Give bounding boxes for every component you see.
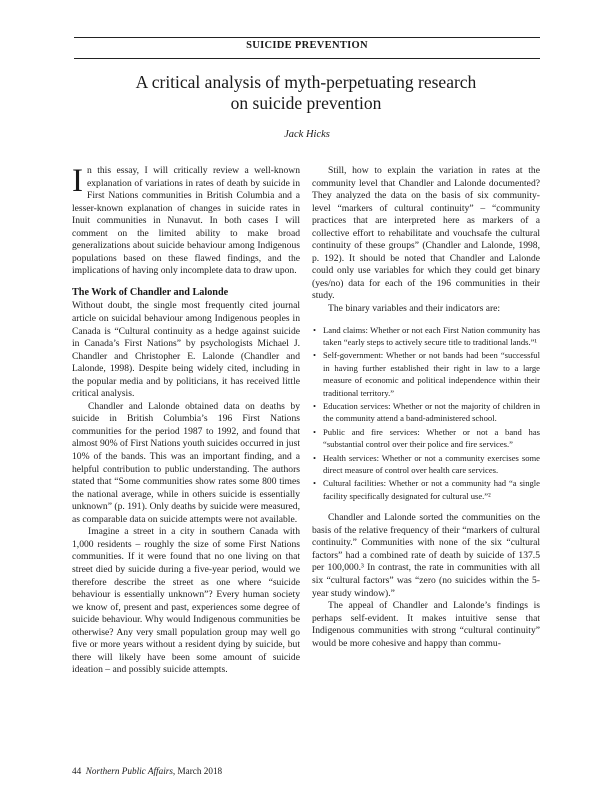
list-item [312,477,540,502]
issue-date: , March 2018 [172,766,223,776]
page-footer [72,766,222,776]
left-column [72,165,300,677]
header-bottom-rule [74,58,540,59]
body-paragraph: Still, how to explain the variation in rates at the community level that Chandler and Lalonde documented? They analyzed the data on the basis of six community-level “markers of cultural continuity” – “community practices that are interpreted here as markers of a collective effort to rehabilitate and vouchsafe the cultural continuity of these groups” (Chandler and Lalonde, 1998, p. 192). It should be noted that Chandler and Lalonde could only use variables for which they could get binary (yes/no) data for each of the 196 communities in their study. [312,165,540,302]
list-item-text: Public and fire services: Whether or not a band has “substantial control over their police and fire services.” [323,426,540,450]
body-paragraph: Chandler and Lalonde obtained data on deaths by suicide in British Columbia’s 196 First Nations communities for the period 1987 to 1992, and found that almost 90% of First Nations youth suicides occurred in just 10% of the bands. This was an important finding, and a helpful contribution to public understanding. The authors stated that “Some communities show rates some 800 times the national average, while in others suicide is essentially unknown” (p. 191). Only deaths by suicide were measured, as comparable data on suicide attempts were not available. [72,400,300,525]
list-item [312,400,540,425]
body-paragraph: Imagine a street in a city in southern Canada with 1,000 residents – roughly the size of some First Nations communities. If it were found that no one living on that street died by suicide during a five-year period, would we therefore describe the street as one where “suicide behaviour is essentially unknown”? Every human society we know of, present and past, experiences some degree of suicide behaviour. Why would Indigenous communities be otherwise? Any very small population group may well go five or more years without a resident dying by suicide, but there will likely have been some amount of suicide ideation – and possibly suicide attempts. [72,526,300,676]
bullet-icon: • [313,324,317,335]
list-item [312,324,540,349]
list-item-text: Land claims: Whether or not each First Nation community has taken “early steps to actively secure title to traditional lands.”¹ [323,324,540,347]
page-number: 44 [72,766,82,776]
list-item-text: Education services: Whether or not the majority of children in the community attend a band-administered school. [323,401,540,424]
body-paragraph: The binary variables and their indicators are: [328,303,501,315]
section-heading: The Work of Chandler and Lalonde [72,286,229,298]
article-title [90,72,522,114]
list-item [312,452,540,477]
bullet-icon: • [313,426,317,437]
header-top-rule [74,37,540,38]
intro-paragraph [72,165,300,278]
list-item [312,426,540,451]
section-label: SUICIDE PREVENTION [246,40,368,51]
list-item [312,349,540,399]
article-author: Jack Hicks [284,129,330,140]
article-title-line-1: A critical analysis of myth-perpetuating research [135,72,477,92]
publication-name: Northern Public Affairs [85,766,173,776]
indicator-list [312,324,540,503]
list-item-text: Self-government: Whether or not bands had been “successful in having further established their right in law to a large measure of economic and political independence within their traditional territory.” [323,350,540,398]
drop-cap: I [72,163,83,199]
intro-text: n this essay, I will critically review a well-known explanation of variations in rates of death by suicide in First Nations communities in British Columbia and a lesser-known explanation of changes in suicide rates in Inuit communities in Nunavut. In both cases I will comment on the limited ability to make broad generalizations about suicide behaviour among Indigenous populations based on these flawed findings, and the implications of having only incomplete data to draw upon. [72,165,300,277]
right-column [312,165,540,650]
body-paragraph: Chandler and Lalonde sorted the communities on the basis of the relative frequency of their “markers of cultural continuity.” Communities with none of the six “cultural factors” had a combined rate of death by suicide of 137.5 per 100,000.³ In contrast, the rate in communities with all six “cultural factors” was “zero (no suicides within the 5-year study window).” [312,512,540,599]
body-paragraph: The appeal of Chandler and Lalonde’s findings is perhaps self-evident. It makes intuitive sense that Indigenous communities with strong “cultural continuity” would be more cohesive and happy than commu- [312,600,540,649]
bullet-icon: • [313,452,317,463]
list-item-text: Health services: Whether or not a community exercises some direct measure of control over health care services. [323,452,540,476]
bullet-icon: • [313,401,317,411]
list-item-text: Cultural facilities: Whether or not a community had “a single facility specifically designated for cultural use.”² [323,478,540,501]
bullet-icon: • [313,350,317,361]
body-paragraph: Without doubt, the single most frequently cited journal article on suicidal behaviour among Indigenous peoples in Canada is “Cultural continuity as a hedge against suicide in Canada’s First Nations” by psychologists Michael J. Chandler and Christopher E. Lalonde (Chandler and Lalonde, 1998). Despite being widely cited, including in the popular media and by politicians, it has received little critical analysis. [72,300,300,400]
article-title-line-2: on suicide prevention [230,93,382,113]
bullet-icon: • [313,478,317,489]
